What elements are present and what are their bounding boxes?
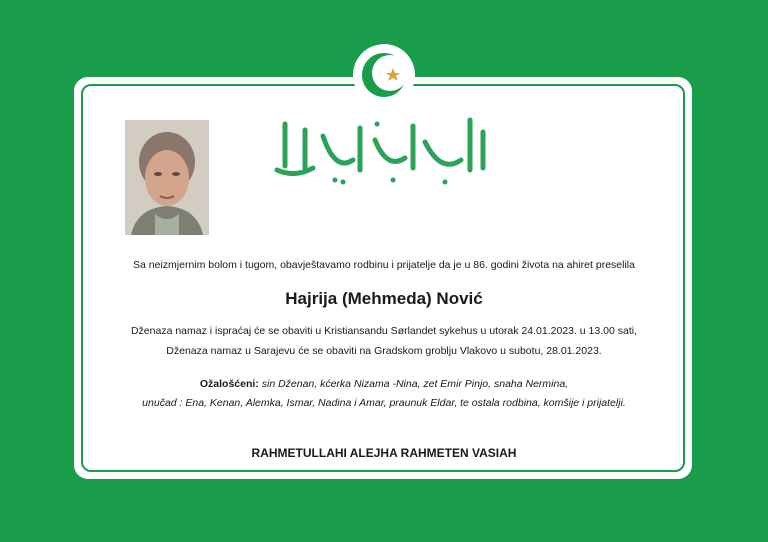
announcement-intro: Sa neizmjernim bolom i tugom, obavještavamo rodbinu i prijatelje da je u 86. godini života na ahiret preselila [133,259,635,271]
arabic-calligraphy [265,110,500,190]
deceased-photo [125,120,209,235]
crescent-star-icon [353,44,415,106]
closing-prayer: RAHMETULLAHI ALEJHA RAHMETEN VASIAH [251,446,517,460]
mourners-family: sin Dženan, kćerka Nizama -Nina, zet Emir Pinjo, snaha Nermina, [258,378,569,390]
mourners-line-1 [0,378,768,390]
dzenaza-line-1: Dženaza namaz i ispraćaj će se obaviti u Kristiansandu Sørlandet sykehus u utorak 24.01.2023. u 13.00 sati, [130,325,638,337]
dzenaza-line-2: Dženaza namaz u Sarajevu će se obaviti na Gradskom groblju Vlakovo u subotu, 28.01.2023. [166,345,602,357]
mourners-line-2: unučad : Ena, Kenan, Alemka, Ismar, Nadina i Amar, praunuk Eldar, te ostala rodbina, komšije i prijatelji. [142,397,626,409]
deceased-name: Hajrija (Mehmeda) Nović [285,289,483,308]
mourners-label: Ožalošćeni: [199,378,259,390]
